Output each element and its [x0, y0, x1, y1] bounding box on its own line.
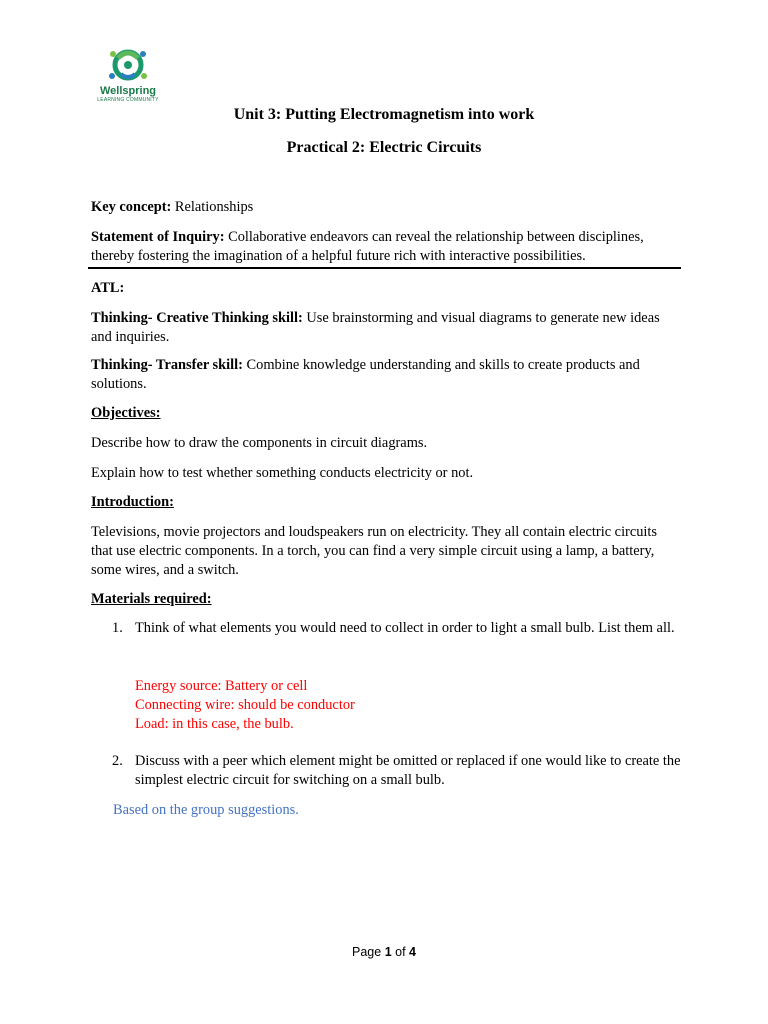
logo-emblem-icon	[88, 46, 168, 86]
logo-name: Wellspring	[99, 85, 157, 97]
list-number: 2.	[112, 753, 123, 769]
thinking-creative-label: Thinking- Creative Thinking skill:	[91, 310, 303, 326]
statement-value: Collaborative endeavors can reveal the relationship between disciplines, thereby fostering the imagination of a helpful future rich with interactive possibilities.	[91, 229, 644, 264]
key-concept-label: Key concept:	[91, 199, 172, 215]
introduction-heading: Introduction:	[91, 494, 174, 510]
document-title: Unit 3: Putting Electromagnetism into work	[233, 106, 535, 123]
introduction-text: Televisions, movie projectors and loudspeakers run on electricity. They all contain electric circuits that use electric components. In a torch, you can find a very simple circuit using a lamp, a battery, some wires, and a switch.	[91, 524, 658, 578]
objective-item: Explain how to test whether something conducts electricity or not.	[91, 465, 474, 481]
footer-middle: of	[391, 945, 410, 959]
answer-line: Connecting wire: should be conductor	[135, 697, 355, 713]
thinking-creative	[91, 309, 681, 347]
key-concept	[91, 198, 681, 217]
answer-line: Energy source: Battery or cell	[135, 678, 308, 694]
thinking-transfer	[91, 356, 681, 394]
answer-line: Load: in this case, the bulb.	[135, 716, 294, 732]
thinking-transfer-value: Combine knowledge understanding and skills to create products and solutions.	[91, 357, 640, 392]
thinking-transfer-label: Thinking- Transfer skill:	[91, 357, 243, 373]
footer-prefix: Page	[352, 945, 385, 959]
section-divider	[88, 267, 681, 269]
logo-subtitle: LEARNING COMMUNITY	[97, 97, 159, 103]
document-subtitle: Practical 2: Electric Circuits	[286, 139, 482, 156]
key-concept-value: Relationships	[171, 199, 254, 215]
thinking-creative-value: Use brainstorming and visual diagrams to generate new ideas and inquiries.	[91, 310, 660, 345]
footer-total-pages: 4	[409, 945, 416, 959]
question-2: Discuss with a peer which element might be omitted or replaced if one would like to create the simplest electric circuit for switching on a small bulb.	[135, 753, 681, 788]
list-number: 1.	[112, 620, 123, 636]
statement-label: Statement of Inquiry:	[91, 229, 225, 245]
materials-heading: Materials required:	[91, 591, 212, 607]
wellspring-logo	[88, 46, 168, 104]
page-footer	[0, 943, 768, 962]
footer-current-page: 1	[384, 945, 392, 959]
group-suggestions-note: Based on the group suggestions.	[113, 802, 299, 818]
objective-item: Describe how to draw the components in circuit diagrams.	[91, 435, 428, 451]
question-1: Think of what elements you would need to collect in order to light a small bulb. List them all.	[135, 620, 675, 636]
atl-heading: ATL:	[91, 280, 125, 296]
statement-of-inquiry	[91, 228, 681, 266]
objectives-heading: Objectives:	[91, 405, 161, 421]
